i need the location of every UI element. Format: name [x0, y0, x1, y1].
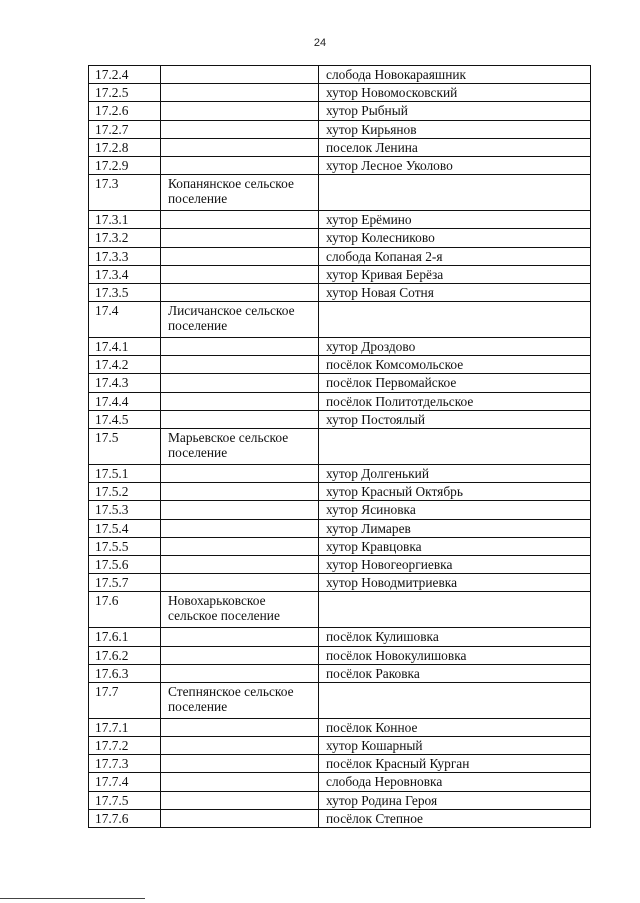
- row-municipality: [161, 374, 319, 392]
- row-municipality: [161, 392, 319, 410]
- row-code: 17.2.8: [89, 138, 161, 156]
- row-code: 17.7.6: [89, 809, 161, 827]
- row-code: 17.2.9: [89, 156, 161, 174]
- row-code: 17.6.1: [89, 628, 161, 646]
- row-settlement: хутор Новомосковский: [319, 84, 591, 102]
- table-row: [89, 664, 591, 682]
- row-municipality: [161, 718, 319, 736]
- row-settlement: хутор Колесниково: [319, 229, 591, 247]
- row-municipality: [161, 519, 319, 537]
- table-row-group: [89, 429, 591, 465]
- row-code: 17.6.2: [89, 646, 161, 664]
- row-code: 17.2.6: [89, 102, 161, 120]
- row-municipality: [161, 356, 319, 374]
- row-municipality: [161, 338, 319, 356]
- row-code: 17.6: [89, 592, 161, 628]
- table-row: [89, 356, 591, 374]
- row-settlement: посёлок Политотдельское: [319, 392, 591, 410]
- row-code: 17.3: [89, 175, 161, 211]
- table-row: [89, 791, 591, 809]
- table-row: [89, 465, 591, 483]
- row-code: 17.5.5: [89, 537, 161, 555]
- table-row: [89, 84, 591, 102]
- table-row: [89, 410, 591, 428]
- row-settlement: хутор Ясиновка: [319, 501, 591, 519]
- row-municipality: [161, 664, 319, 682]
- table-row: [89, 519, 591, 537]
- row-code: 17.7.1: [89, 718, 161, 736]
- row-municipality: [161, 537, 319, 555]
- row-settlement: хутор Лесное Уколово: [319, 156, 591, 174]
- table-row: [89, 755, 591, 773]
- table-row: [89, 247, 591, 265]
- page-number: 24: [313, 37, 327, 49]
- row-settlement: [319, 592, 591, 628]
- row-code: 17.3.5: [89, 283, 161, 301]
- row-code: 17.7: [89, 682, 161, 718]
- row-settlement: хутор Ерёмино: [319, 211, 591, 229]
- row-code: 17.3.3: [89, 247, 161, 265]
- row-municipality: [161, 737, 319, 755]
- table-row: [89, 392, 591, 410]
- row-code: 17.4: [89, 302, 161, 338]
- row-municipality: [161, 229, 319, 247]
- row-municipality: [161, 809, 319, 827]
- row-settlement: посёлок Степное: [319, 809, 591, 827]
- row-settlement: посёлок Конное: [319, 718, 591, 736]
- row-code: 17.4.5: [89, 410, 161, 428]
- table-row: [89, 102, 591, 120]
- row-settlement: хутор Кривая Берёза: [319, 265, 591, 283]
- row-settlement: слобода Новокараяшник: [319, 66, 591, 84]
- table-row: [89, 555, 591, 573]
- row-code: 17.4.1: [89, 338, 161, 356]
- row-settlement: хутор Рыбный: [319, 102, 591, 120]
- table-row: [89, 283, 591, 301]
- row-settlement: хутор Новодмитриевка: [319, 574, 591, 592]
- row-settlement: хутор Новогеоргиевка: [319, 555, 591, 573]
- row-municipality: [161, 755, 319, 773]
- table-row: [89, 574, 591, 592]
- footer-rule: [0, 898, 145, 899]
- row-municipality: [161, 120, 319, 138]
- row-code: 17.7.5: [89, 791, 161, 809]
- row-code: 17.2.5: [89, 84, 161, 102]
- row-settlement: [319, 302, 591, 338]
- row-municipality: [161, 483, 319, 501]
- row-settlement: посёлок Новокулишовка: [319, 646, 591, 664]
- row-code: 17.3.2: [89, 229, 161, 247]
- row-settlement: [319, 682, 591, 718]
- row-municipality: [161, 265, 319, 283]
- table-row: [89, 229, 591, 247]
- row-municipality: [161, 66, 319, 84]
- table-row: [89, 483, 591, 501]
- row-municipality: Марьевское сельское поселение: [161, 429, 319, 465]
- table-row: [89, 338, 591, 356]
- row-code: 17.5.1: [89, 465, 161, 483]
- table-row: [89, 211, 591, 229]
- row-municipality: [161, 574, 319, 592]
- table-row: [89, 718, 591, 736]
- row-settlement: посёлок Красный Курган: [319, 755, 591, 773]
- table-row-group: [89, 592, 591, 628]
- row-settlement: хутор Новая Сотня: [319, 283, 591, 301]
- table-row-group: [89, 175, 591, 211]
- table-row: [89, 501, 591, 519]
- row-municipality: [161, 555, 319, 573]
- row-municipality: [161, 211, 319, 229]
- settlements-table-body: [89, 66, 591, 828]
- row-code: 17.6.3: [89, 664, 161, 682]
- row-settlement: посёлок Раковка: [319, 664, 591, 682]
- table-row: [89, 374, 591, 392]
- row-settlement: [319, 429, 591, 465]
- row-municipality: [161, 465, 319, 483]
- table-row-group: [89, 682, 591, 718]
- row-municipality: [161, 791, 319, 809]
- row-code: 17.5.6: [89, 555, 161, 573]
- row-municipality: [161, 501, 319, 519]
- row-municipality: [161, 138, 319, 156]
- row-code: 17.2.7: [89, 120, 161, 138]
- row-settlement: посёлок Первомайское: [319, 374, 591, 392]
- row-settlement: хутор Постоялый: [319, 410, 591, 428]
- row-municipality: [161, 283, 319, 301]
- row-code: 17.5: [89, 429, 161, 465]
- row-municipality: [161, 102, 319, 120]
- row-municipality: Новохарьковское сельское поселение: [161, 592, 319, 628]
- table-row: [89, 737, 591, 755]
- row-municipality: [161, 773, 319, 791]
- row-code: 17.4.3: [89, 374, 161, 392]
- row-code: 17.7.2: [89, 737, 161, 755]
- row-settlement: поселок Ленина: [319, 138, 591, 156]
- row-code: 17.5.7: [89, 574, 161, 592]
- row-municipality: [161, 410, 319, 428]
- row-settlement: [319, 175, 591, 211]
- row-code: 17.4.2: [89, 356, 161, 374]
- row-settlement: слобода Неровновка: [319, 773, 591, 791]
- row-municipality: Копанянское сельское поселение: [161, 175, 319, 211]
- row-settlement: хутор Родина Героя: [319, 791, 591, 809]
- row-settlement: хутор Красный Октябрь: [319, 483, 591, 501]
- row-settlement: хутор Дроздово: [319, 338, 591, 356]
- settlements-table: [88, 65, 591, 828]
- row-settlement: хутор Кирьянов: [319, 120, 591, 138]
- row-settlement: хутор Кравцовка: [319, 537, 591, 555]
- table-row-group: [89, 302, 591, 338]
- row-code: 17.5.3: [89, 501, 161, 519]
- table-row: [89, 809, 591, 827]
- row-settlement: посёлок Кулишовка: [319, 628, 591, 646]
- table-row: [89, 773, 591, 791]
- table-row: [89, 138, 591, 156]
- table-row: [89, 156, 591, 174]
- table-row: [89, 120, 591, 138]
- table-row: [89, 646, 591, 664]
- table-row: [89, 537, 591, 555]
- row-settlement: хутор Кошарный: [319, 737, 591, 755]
- row-settlement: хутор Лимарев: [319, 519, 591, 537]
- row-settlement: посёлок Комсомольское: [319, 356, 591, 374]
- table-row: [89, 265, 591, 283]
- row-municipality: Лисичанское сельское поселение: [161, 302, 319, 338]
- row-municipality: [161, 247, 319, 265]
- row-municipality: [161, 84, 319, 102]
- row-code: 17.5.4: [89, 519, 161, 537]
- row-code: 17.3.1: [89, 211, 161, 229]
- row-municipality: [161, 628, 319, 646]
- table-row: [89, 628, 591, 646]
- row-settlement: хутор Долгенький: [319, 465, 591, 483]
- row-code: 17.7.4: [89, 773, 161, 791]
- row-code: 17.5.2: [89, 483, 161, 501]
- row-municipality: [161, 646, 319, 664]
- row-code: 17.7.3: [89, 755, 161, 773]
- row-settlement: слобода Копаная 2-я: [319, 247, 591, 265]
- row-code: 17.3.4: [89, 265, 161, 283]
- row-code: 17.4.4: [89, 392, 161, 410]
- row-code: 17.2.4: [89, 66, 161, 84]
- row-municipality: [161, 156, 319, 174]
- row-municipality: Степнянское сельское поселение: [161, 682, 319, 718]
- table-row: [89, 66, 591, 84]
